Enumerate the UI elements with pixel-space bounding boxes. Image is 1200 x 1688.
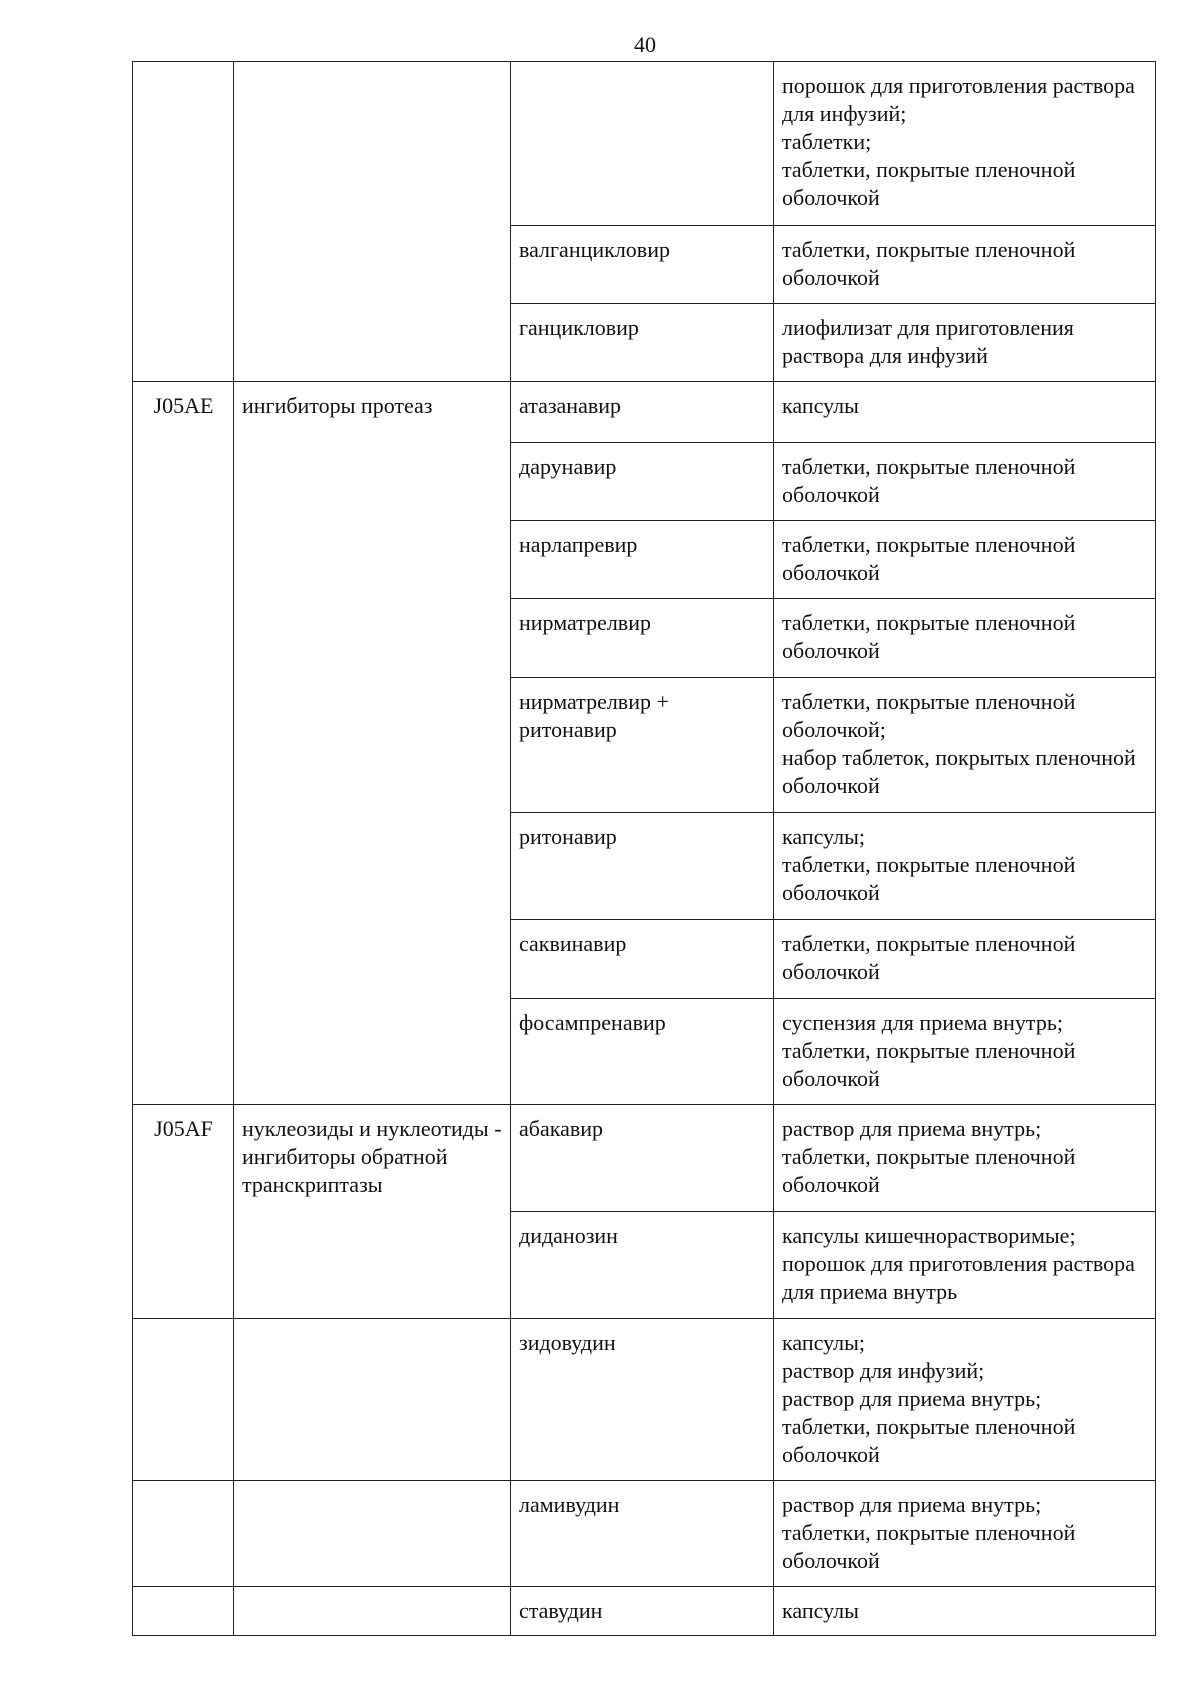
drug-name-cell: валганцикловир (511, 226, 774, 304)
drug-name-cell: ганцикловир (511, 304, 774, 382)
group-name-cell (234, 62, 511, 382)
dosage-form: таблетки, покрытые пленочной оболочкой; (782, 689, 1076, 742)
group-name-cell (234, 1481, 511, 1587)
dosage-forms-cell (774, 304, 1156, 382)
dosage-form: таблетки, покрытые пленочной оболочкой (782, 1414, 1076, 1467)
atc-code-cell (133, 1587, 234, 1636)
drug-name-cell (511, 62, 774, 226)
dosage-forms-cell (774, 521, 1156, 599)
dosage-forms-cell (774, 1587, 1156, 1636)
dosage-form: таблетки, покрытые пленочной оболочкой (782, 1520, 1076, 1573)
dosage-form: капсулы (782, 393, 859, 418)
dosage-forms-cell (774, 62, 1156, 226)
dosage-form: раствор для приема внутрь; (782, 1386, 1042, 1411)
group-name-cell (234, 1587, 511, 1636)
drug-name-cell: саквинавир (511, 920, 774, 999)
table-row (133, 1105, 1156, 1212)
dosage-form: таблетки, покрытые пленочной оболочкой (782, 852, 1076, 905)
dosage-forms-cell (774, 678, 1156, 813)
atc-code-cell: J05AE (133, 382, 234, 1105)
dosage-form: таблетки, покрытые пленочной оболочкой (782, 610, 1076, 663)
dosage-forms-cell (774, 226, 1156, 304)
dosage-forms-cell (774, 443, 1156, 521)
dosage-form: капсулы (782, 1598, 859, 1623)
group-name-cell: нуклеозиды и нуклеотиды - ингибиторы обратной транскриптазы (234, 1105, 511, 1319)
dosage-form: лиофилизат для приготовления раствора для инфузий (782, 315, 1074, 368)
page-number: 40 (634, 32, 656, 57)
drug-name-cell: ставудин (511, 1587, 774, 1636)
drug-name-cell: нарлапревир (511, 521, 774, 599)
dosage-form: таблетки, покрытые пленочной оболочкой (782, 157, 1076, 210)
dosage-form: таблетки, покрытые пленочной оболочкой (782, 454, 1076, 507)
drug-table (132, 61, 1156, 1636)
drug-name-cell: зидовудин (511, 1319, 774, 1481)
dosage-forms-cell (774, 382, 1156, 443)
dosage-forms-cell (774, 1481, 1156, 1587)
dosage-forms-cell (774, 999, 1156, 1105)
dosage-form: раствор для приема внутрь; (782, 1116, 1042, 1141)
drug-name-cell: ламивудин (511, 1481, 774, 1587)
dosage-form: набор таблеток, покрытых пленочной оболочкой (782, 745, 1136, 798)
atc-code-cell (133, 62, 234, 382)
dosage-form: суспензия для приема внутрь; (782, 1010, 1063, 1035)
drug-name-cell: диданозин (511, 1212, 774, 1319)
dosage-form: порошок для приготовления раствора для приема внутрь (782, 1251, 1135, 1304)
drug-name-cell: нирматрелвир + ритонавир (511, 678, 774, 813)
dosage-forms-cell (774, 1319, 1156, 1481)
drug-name-cell: дарунавир (511, 443, 774, 521)
dosage-forms-cell (774, 813, 1156, 920)
drug-name-cell: абакавир (511, 1105, 774, 1212)
drug-name-cell: ритонавир (511, 813, 774, 920)
drug-name-cell: нирматрелвир (511, 599, 774, 678)
group-name-cell: ингибиторы протеаз (234, 382, 511, 1105)
table-row (133, 1587, 1156, 1636)
dosage-form: порошок для приготовления раствора для инфузий; (782, 73, 1135, 126)
table-row (133, 382, 1156, 443)
atc-code-cell: J05AF (133, 1105, 234, 1319)
dosage-form: капсулы кишечнорастворимые; (782, 1223, 1076, 1248)
dosage-form: таблетки; (782, 129, 872, 154)
dosage-forms-cell (774, 1212, 1156, 1319)
dosage-form: таблетки, покрытые пленочной оболочкой (782, 1144, 1076, 1197)
dosage-form: капсулы; (782, 824, 865, 849)
dosage-form: таблетки, покрытые пленочной оболочкой (782, 532, 1076, 585)
dosage-form: раствор для инфузий; (782, 1358, 985, 1383)
dosage-forms-cell (774, 920, 1156, 999)
dosage-form: таблетки, покрытые пленочной оболочкой (782, 237, 1076, 290)
atc-code-cell (133, 1319, 234, 1481)
table-row (133, 1481, 1156, 1587)
dosage-forms-cell (774, 599, 1156, 678)
drug-name-cell: атазанавир (511, 382, 774, 443)
dosage-form: раствор для приема внутрь; (782, 1492, 1042, 1517)
dosage-form: капсулы; (782, 1330, 865, 1355)
dosage-form: таблетки, покрытые пленочной оболочкой (782, 931, 1076, 984)
group-name-cell (234, 1319, 511, 1481)
atc-code-cell (133, 1481, 234, 1587)
dosage-forms-cell (774, 1105, 1156, 1212)
table-row (133, 1319, 1156, 1481)
table-row (133, 62, 1156, 226)
dosage-form: таблетки, покрытые пленочной оболочкой (782, 1038, 1076, 1091)
drug-name-cell: фосампренавир (511, 999, 774, 1105)
